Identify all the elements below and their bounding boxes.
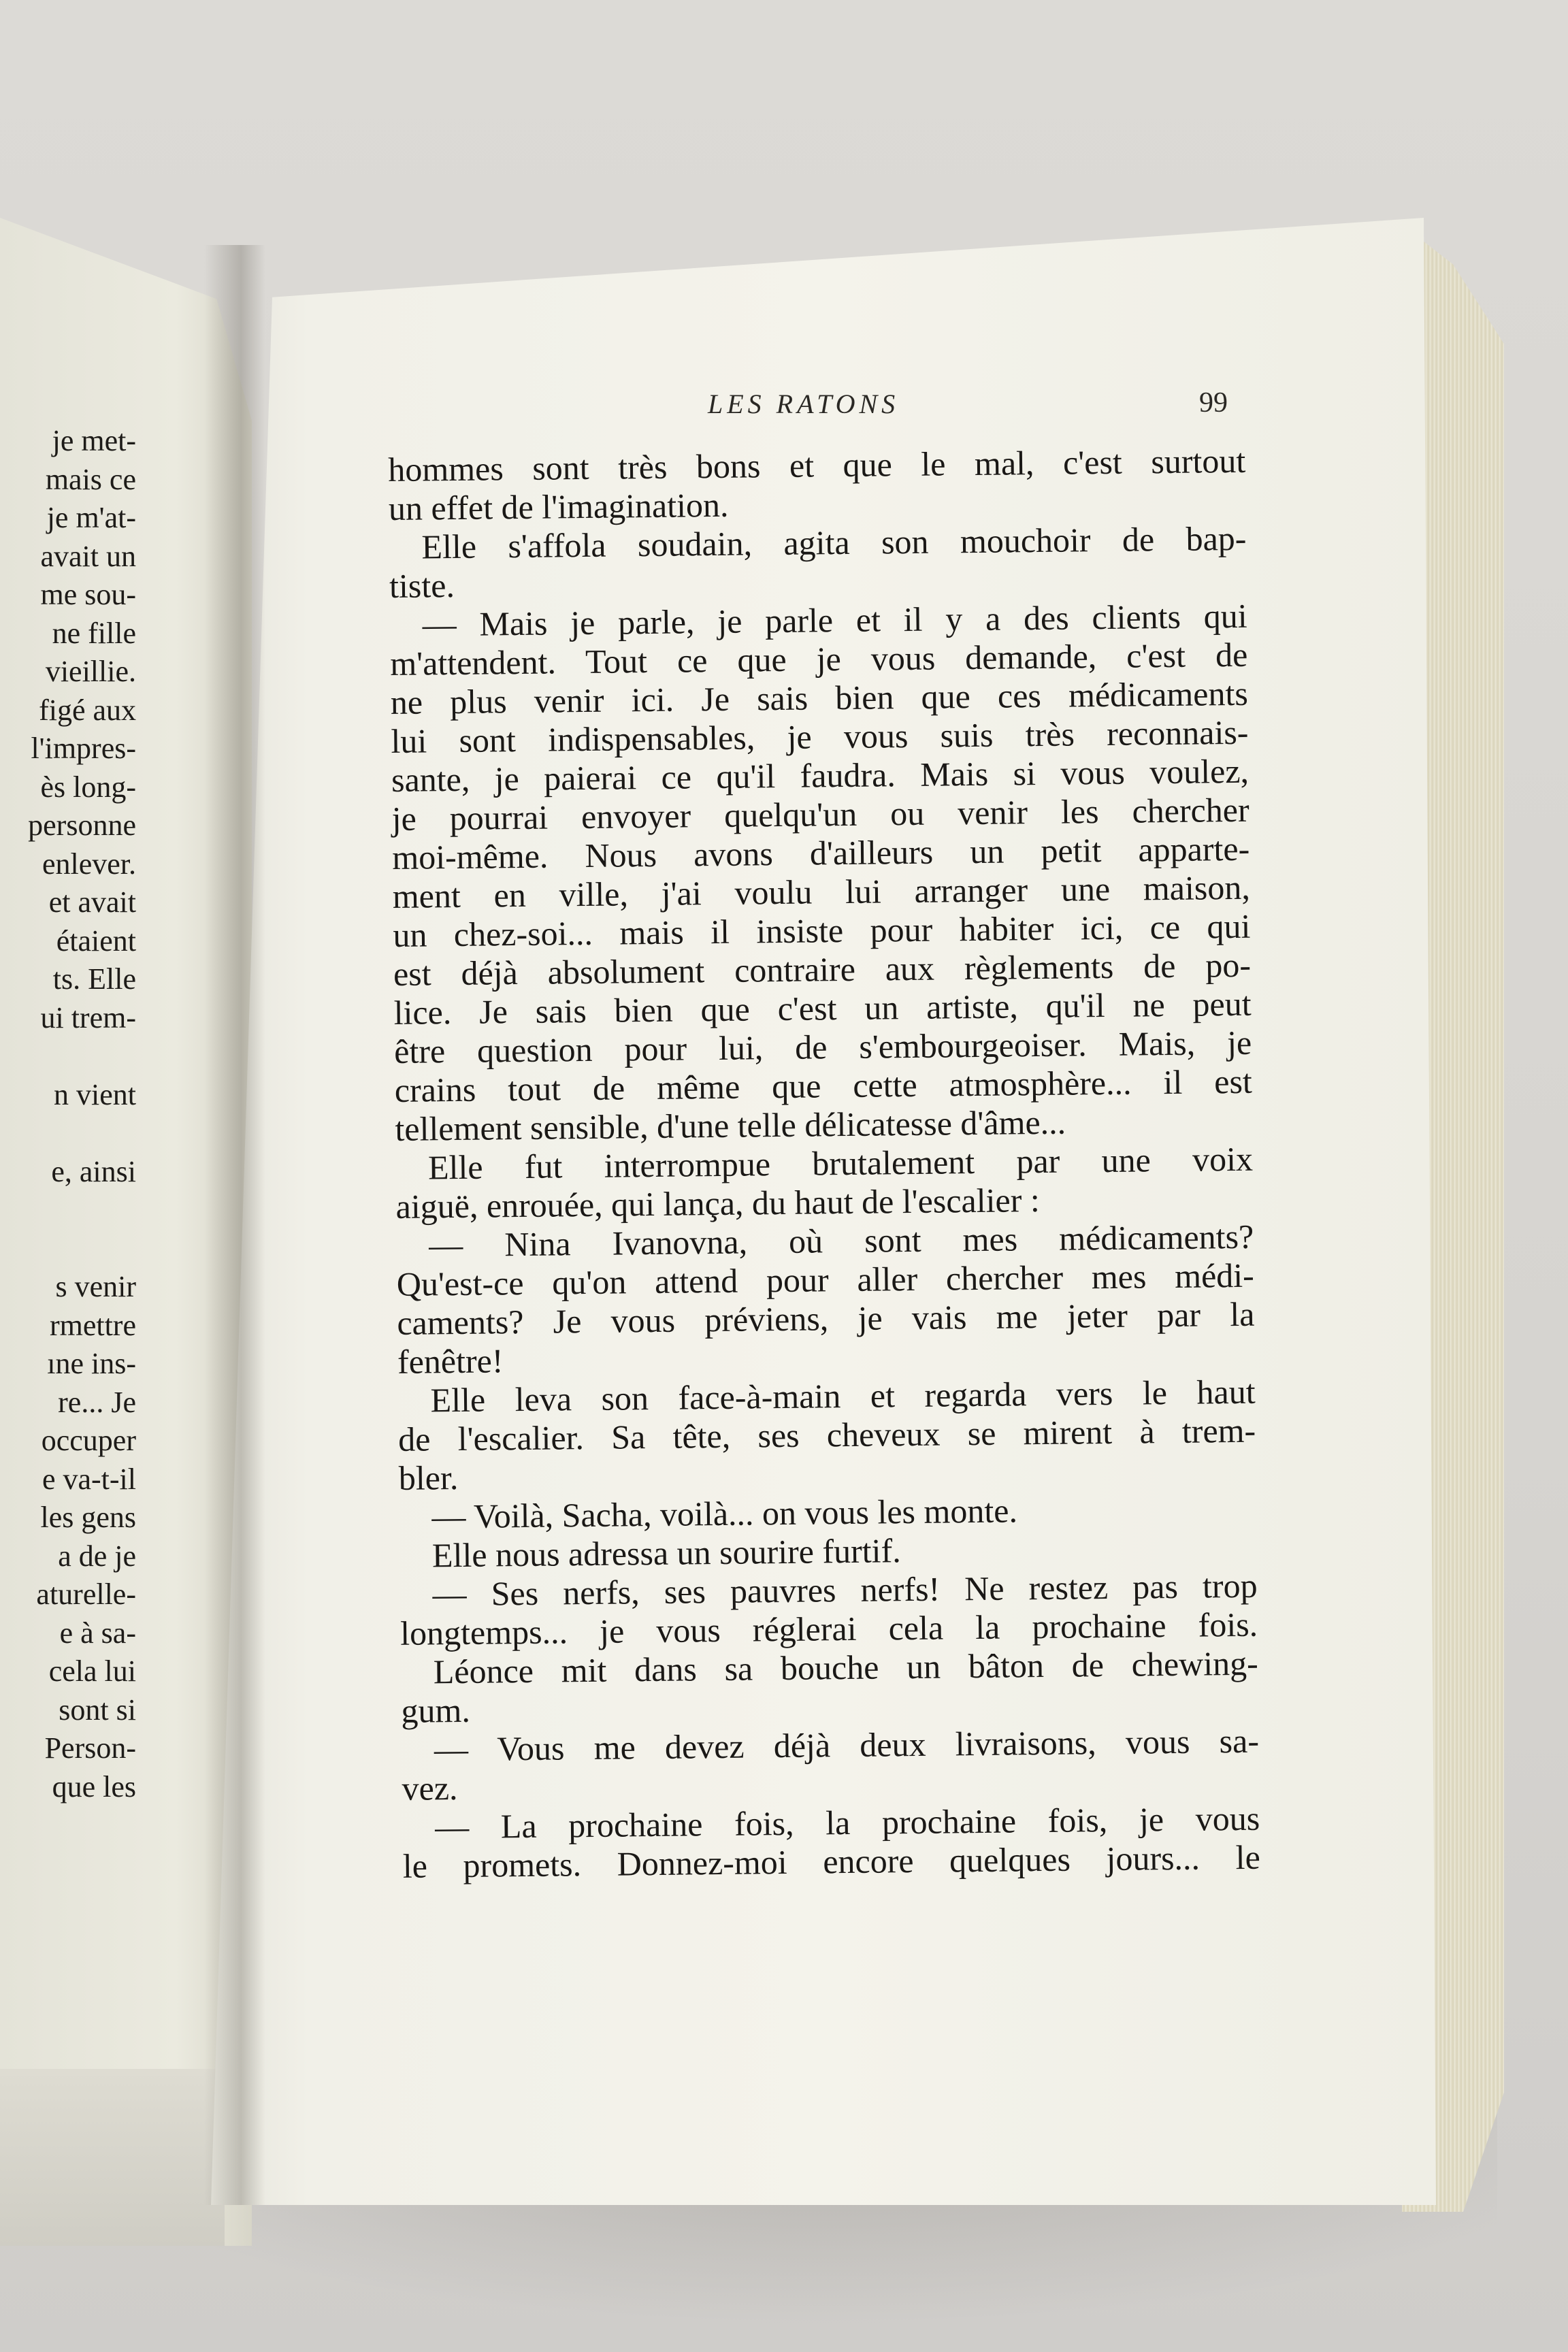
text-line: crains tout de même que cette atmosphère... il est [394, 1062, 1253, 1109]
left-page-line: avait un [40, 539, 136, 573]
body-text [388, 442, 1260, 1886]
left-page-line: a de je [58, 1539, 136, 1573]
text-line: m'attendent. Tout ce que je vous demande, c'est de [389, 635, 1248, 683]
left-page-edge [0, 2069, 225, 2246]
left-page-text [0, 422, 136, 1806]
text-line: est déjà absolument contraire aux règlements de po- [393, 945, 1252, 993]
text-line: hommes sont très bons et que le mal, c'est surtout [388, 441, 1246, 489]
left-page-line: que les [52, 1769, 136, 1803]
text-line: sante, je paierai ce qu'il faudra. Mais si vous voulez, [391, 751, 1250, 799]
left-page-line: vieillie. [45, 655, 136, 688]
text-line: Léonce mit dans sa bouche un bâton de chewing- [433, 1644, 1259, 1691]
text-line: vez. [402, 1769, 458, 1808]
left-page-line [0, 1037, 136, 1076]
left-page-line: ui trem- [40, 1000, 136, 1034]
left-page-line: sont si [59, 1693, 136, 1727]
left-page-line: enlever. [42, 847, 136, 881]
left-page-line: s venir [55, 1270, 136, 1303]
text-line: lui sont indispensables, je vous suis très reconnais- [391, 713, 1249, 760]
left-page-line: e, ainsi [51, 1154, 136, 1188]
text-line: je pourrai envoyer quelqu'un ou venir les chercher [391, 790, 1250, 838]
text-line: gum. [401, 1690, 471, 1730]
left-page-line: ne fille [52, 616, 136, 650]
left-page-line: occuper [41, 1424, 136, 1457]
left-page-line: et avait [48, 885, 136, 919]
left-page-line: ıne ins- [47, 1347, 136, 1380]
text-line: lice. Je sais bien que c'est un artiste, qu'il ne peut [393, 984, 1252, 1032]
text-line: ment en ville, j'ai voulu lui arranger une maison, [392, 868, 1251, 915]
text-line: — Voilà, Sacha, voilà... on vous les monte. [431, 1491, 1018, 1536]
text-line: le promets. Donnez-moi encore quelques jours... le [402, 1838, 1261, 1885]
text-line: être question pour lui, de s'embourgeoiser. Mais, je [393, 1023, 1252, 1071]
text-line: fenêtre! [397, 1341, 504, 1381]
left-page-line: je met- [52, 424, 136, 457]
text-line: Elle nous adressa un sourire furtif. [431, 1531, 901, 1575]
text-line: — Mais je parle, je parle et il y a des clients qui [422, 596, 1247, 644]
left-page-line: aturelle- [36, 1578, 136, 1611]
text-line: — Nina Ivanovna, où sont mes médicaments? [428, 1217, 1254, 1264]
left-page-line: re... Je [58, 1385, 136, 1419]
left-page-line: personne [28, 808, 136, 842]
left-page-line [0, 1191, 136, 1230]
text-line: un chez-soi... mais il insiste pour habiter ici, ce qui [393, 906, 1251, 954]
left-page-line: je m'at- [46, 501, 136, 534]
page-number: 99 [1199, 387, 1228, 419]
text-line: bler. [398, 1458, 459, 1497]
book-gutter [204, 245, 265, 2205]
left-page-line: ts. Elle [52, 962, 136, 996]
text-line: longtemps... je vous réglerai cela la prochaine fois. [399, 1605, 1258, 1652]
text-line: ne plus venir ici. Je sais bien que ces médicaments [390, 674, 1249, 721]
left-page-line: figé aux [39, 693, 136, 727]
left-page-line: l'impres- [31, 732, 136, 765]
left-page-line: rmettre [49, 1308, 136, 1342]
text-line: tiste. [389, 566, 455, 605]
text-line: — La prochaine fois, la prochaine fois, je vous [434, 1799, 1260, 1846]
text-line: de l'escalier. Sa tête, ses cheveux se mirent à trem- [397, 1411, 1256, 1458]
left-page-line: n vient [54, 1077, 136, 1111]
left-page-line: me sou- [40, 578, 136, 611]
left-page-line: ès long- [40, 770, 136, 804]
left-page-line: mais ce [45, 462, 136, 496]
left-page-line [0, 1230, 136, 1269]
left-page-line: cela lui [48, 1654, 136, 1688]
text-line: Elle fut interrompue brutalement par une voix [427, 1139, 1254, 1187]
text-line: aiguë, enrouée, qui lança, du haut de l'escalier : [395, 1181, 1040, 1226]
left-page-line: e va-t-il [42, 1462, 136, 1496]
text-line: moi-même. Nous avons d'ailleurs un petit apparte- [391, 829, 1250, 877]
text-line: — Vous me devez déjà deux livraisons, vous sa- [434, 1721, 1260, 1769]
left-page-line: les gens [40, 1501, 136, 1534]
text-line: Elle leva son face-à-main et regarda vers le haut [430, 1372, 1256, 1420]
text-line: Qu'est-ce qu'on attend pour aller chercher mes médi- [396, 1256, 1255, 1303]
text-line: caments? Je vous préviens, je vais me jeter par la [397, 1294, 1255, 1342]
text-line: tellement sensible, d'une telle délicatesse d'âme... [395, 1102, 1066, 1148]
left-page-line [0, 1114, 136, 1153]
text-line: un effet de l'imagination. [388, 485, 729, 527]
left-page-line: e à sa- [59, 1616, 136, 1650]
left-page-line: étaient [56, 924, 136, 958]
left-page-line: Person- [44, 1731, 136, 1765]
text-line: Elle s'affola soudain, agita son mouchoir de bap- [421, 519, 1247, 566]
text-line: — Ses nerfs, ses pauvres nerfs! Ne restez pas trop [432, 1566, 1258, 1614]
running-head: LES RATONS [708, 389, 900, 419]
